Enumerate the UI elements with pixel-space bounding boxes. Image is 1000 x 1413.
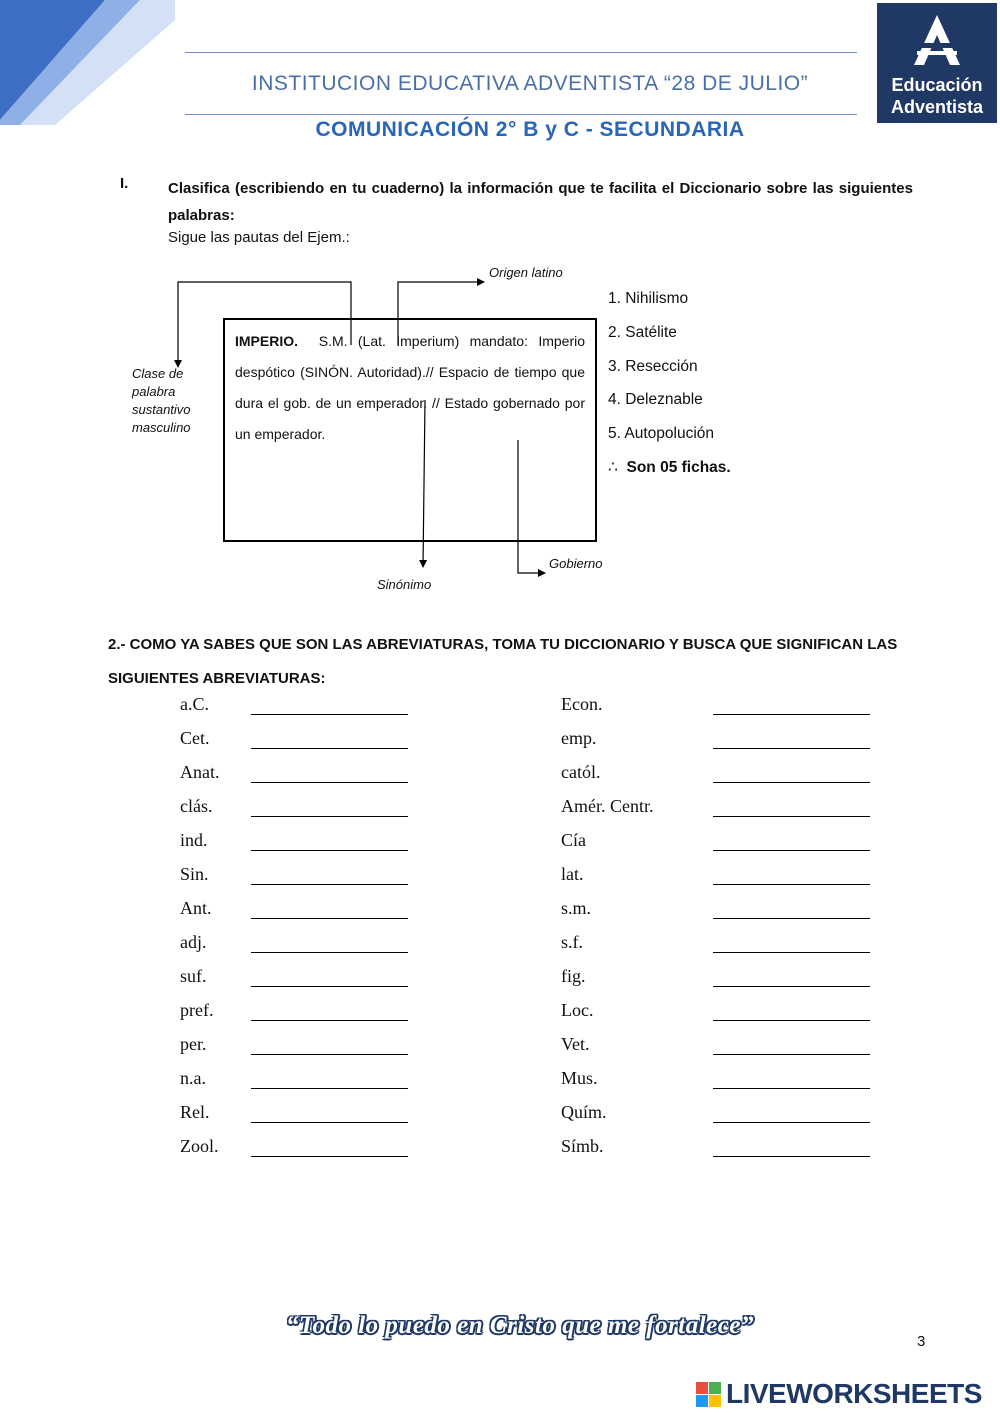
logo-line-2: Adventista <box>890 97 984 117</box>
word-list-conclusion <box>608 458 731 477</box>
answer-blank[interactable] <box>713 917 870 919</box>
dictionary-headword: IMPERIO. <box>235 333 299 349</box>
answer-blank[interactable] <box>251 883 408 885</box>
abbreviation-right: catól. <box>561 762 601 782</box>
abbreviation-right: fig. <box>561 966 586 986</box>
abbreviation-left: suf. <box>180 966 207 986</box>
abbreviation-left: Anat. <box>180 762 220 782</box>
footer-motto: “Todo lo puedo en Cristo que me fortalece” <box>286 1312 754 1339</box>
word-list-item: 2. Satélite <box>608 324 677 341</box>
abbreviation-right: Econ. <box>561 694 603 714</box>
abbreviation-left: Ant. <box>180 898 212 918</box>
abbreviation-right: Vet. <box>561 1034 590 1054</box>
answer-blank[interactable] <box>251 781 408 783</box>
liveworksheets-logo-icon <box>696 1382 722 1408</box>
subject-title: COMUNICACIÓN 2° B y C - SECUNDARIA <box>315 118 745 141</box>
annotation-word-class-line: palabra <box>132 384 176 399</box>
answer-blank[interactable] <box>251 951 408 953</box>
answer-blank[interactable] <box>713 713 870 715</box>
answer-blank[interactable] <box>251 747 408 749</box>
school-name: INSTITUCION EDUCATIVA ADVENTISTA “28 DE JULIO” <box>251 72 809 95</box>
abbreviation-right: s.m. <box>561 898 592 918</box>
annotation-synonym: Sinónimo <box>377 577 432 592</box>
answer-blank[interactable] <box>251 1019 408 1021</box>
answer-blank[interactable] <box>713 1019 870 1021</box>
answer-blank[interactable] <box>251 849 408 851</box>
answer-blank[interactable] <box>713 1121 870 1123</box>
abbreviation-left: a.C. <box>180 694 209 714</box>
annotation-arrows <box>0 0 1000 620</box>
answer-blank[interactable] <box>713 951 870 953</box>
abbreviation-right: Quím. <box>561 1102 607 1122</box>
answer-blank[interactable] <box>713 781 870 783</box>
abbreviation-left: ind. <box>180 830 208 850</box>
annotation-word-class-line: Clase de <box>132 366 184 381</box>
abbreviation-right: Loc. <box>561 1000 594 1020</box>
annotation-word-class <box>132 365 191 437</box>
answer-blank[interactable] <box>251 985 408 987</box>
answer-blank[interactable] <box>251 1155 408 1157</box>
answer-blank[interactable] <box>713 985 870 987</box>
abbreviation-right: Amér. Centr. <box>561 796 654 816</box>
answer-blank[interactable] <box>713 747 870 749</box>
therefore-symbol: ∴ <box>608 459 618 476</box>
abbreviation-right: lat. <box>561 864 584 884</box>
abbreviation-right: s.f. <box>561 932 583 952</box>
annotation-government: Gobierno <box>549 556 603 571</box>
abbreviation-left: per. <box>180 1034 207 1054</box>
abbreviation-left: Sin. <box>180 864 209 884</box>
dictionary-definition: S.M. (Lat. Imperium) mandato: Imperio despótico (SINÓN. Autoridad).// Espacio de tiempo que dura el gob. de un emperador. // Estado gobernado por un emperador. <box>235 333 586 442</box>
page-number: 3 <box>917 1333 926 1350</box>
annotation-word-class-line: sustantivo <box>132 402 191 417</box>
answer-blank[interactable] <box>713 849 870 851</box>
abbreviation-right: Símb. <box>561 1136 604 1156</box>
conclusion-text: Son 05 fichas. <box>626 459 731 476</box>
answer-blank[interactable] <box>251 1053 408 1055</box>
section-2-heading: 2.- COMO YA SABES QUE SON LAS ABREVIATURAS, TOMA TU DICCIONARIO Y BUSCA QUE SIGNIFICAN LAS SIGUIENTES ABREVIATURAS: <box>108 636 898 687</box>
abbreviation-left: n.a. <box>180 1068 206 1088</box>
answer-blank[interactable] <box>251 1087 408 1089</box>
abbreviation-left: Rel. <box>180 1102 210 1122</box>
answer-blank[interactable] <box>713 1087 870 1089</box>
section-1-subinstruction: Sigue las pautas del Ejem.: <box>168 229 350 246</box>
section-1-number: I. <box>120 175 129 192</box>
liveworksheets-watermark <box>696 1376 996 1410</box>
answer-blank[interactable] <box>713 815 870 817</box>
annotation-word-class-line: masculino <box>132 420 191 435</box>
logo-line-1: Educación <box>891 75 983 95</box>
answer-blank[interactable] <box>713 1053 870 1055</box>
abbreviation-left: pref. <box>180 1000 214 1020</box>
answer-blank[interactable] <box>251 815 408 817</box>
answer-blank[interactable] <box>251 713 408 715</box>
abbreviation-right: emp. <box>561 728 597 748</box>
abbreviation-right: Mus. <box>561 1068 598 1088</box>
word-list-item: 1. Nihilismo <box>608 290 689 307</box>
abbreviation-left: adj. <box>180 932 207 952</box>
word-list-item: 3. Resección <box>608 358 698 375</box>
abbreviation-left: Zool. <box>180 1136 219 1156</box>
answer-blank[interactable] <box>713 1155 870 1157</box>
answer-blank[interactable] <box>713 883 870 885</box>
abbreviation-right: Cía <box>561 830 586 850</box>
abbreviation-left: clás. <box>180 796 213 816</box>
section-1-instruction: Clasifica (escribiendo en tu cuaderno) la información que te facilita el Diccionario sobre las siguientes palabras: <box>168 180 913 224</box>
liveworksheets-text: LIVEWORKSHEETS <box>726 1378 982 1409</box>
annotation-origin: Origen latino <box>489 265 563 280</box>
word-list-item: 5. Autopolución <box>608 425 715 442</box>
word-list-item: 4. Deleznable <box>608 391 703 408</box>
answer-blank[interactable] <box>251 917 408 919</box>
answer-blank[interactable] <box>251 1121 408 1123</box>
abbreviation-left: Cet. <box>180 728 210 748</box>
